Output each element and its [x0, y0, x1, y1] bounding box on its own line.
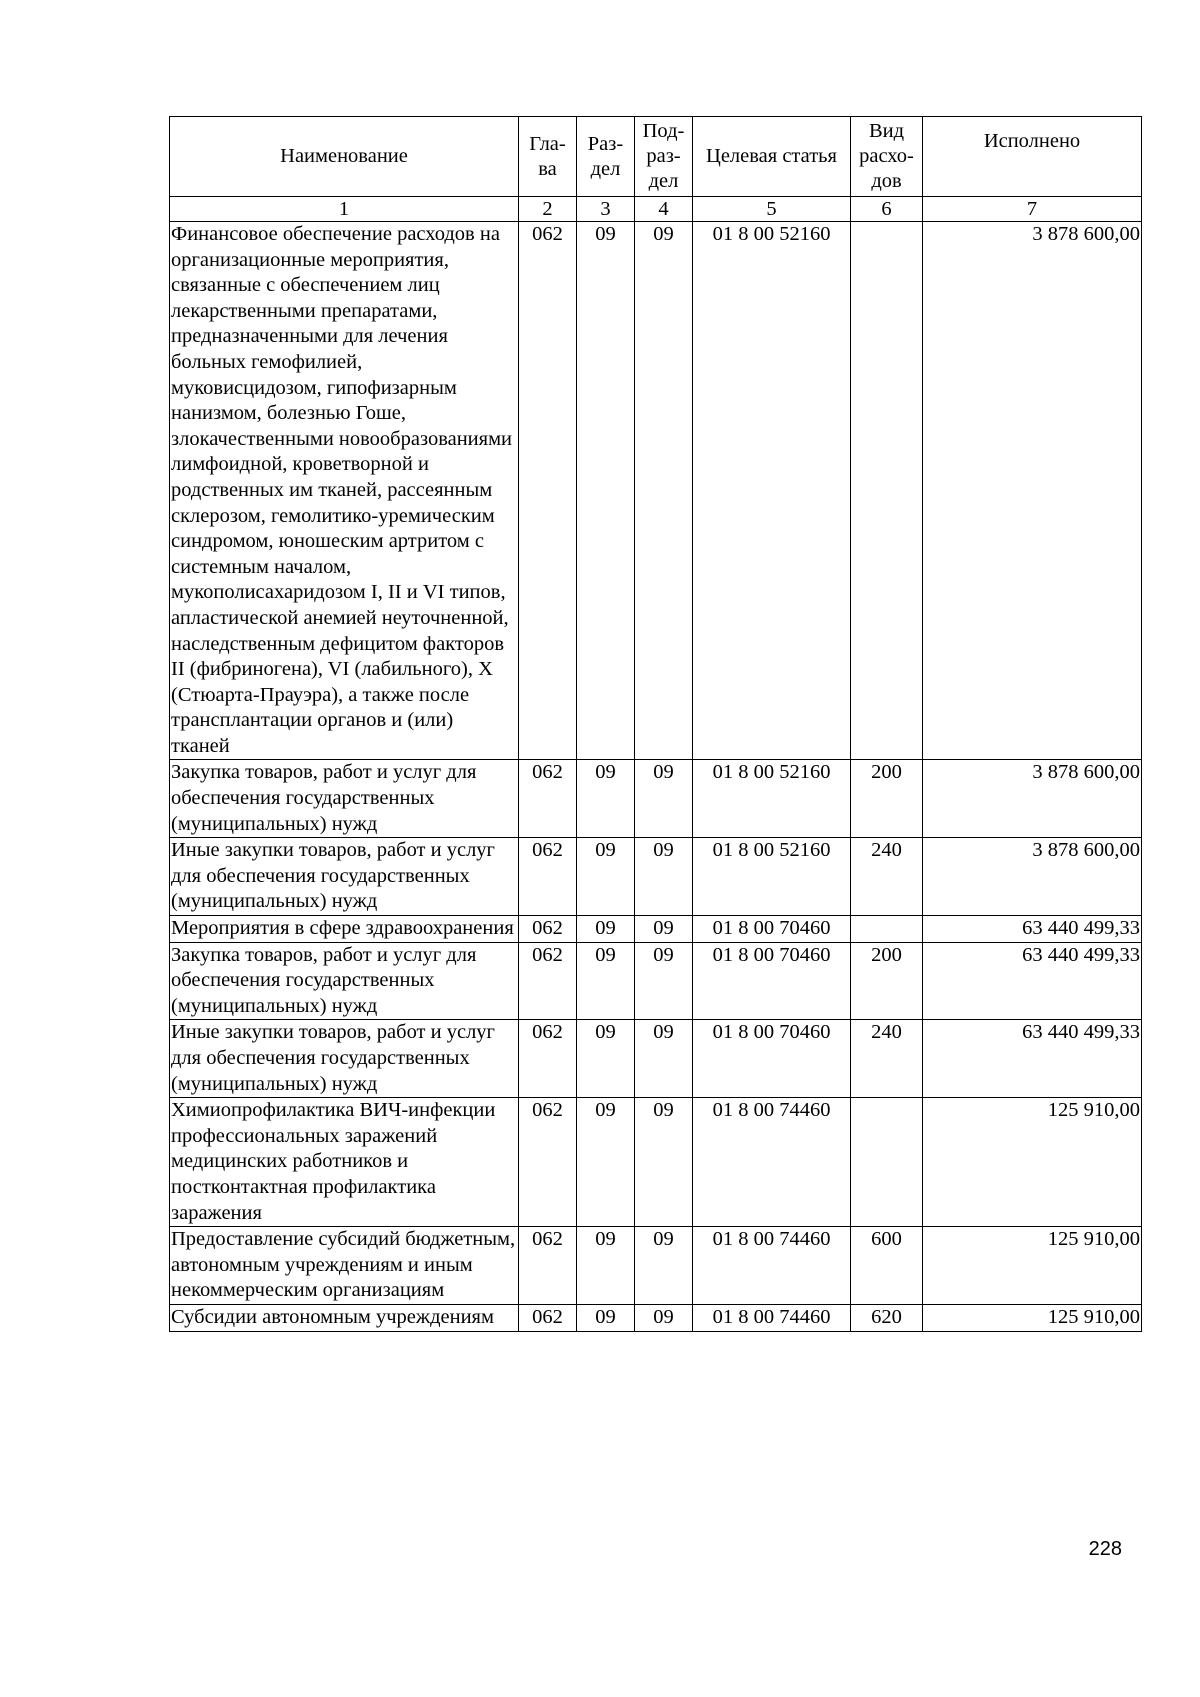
- row-razdel: 09: [577, 760, 635, 838]
- row-razdel: 09: [577, 942, 635, 1020]
- row-podrazdel: 09: [635, 1304, 693, 1331]
- row-name: Мероприятия в сфере здравоохранения: [170, 916, 519, 943]
- row-executed: 125 910,00: [923, 1227, 1142, 1305]
- row-glava: 062: [519, 838, 577, 916]
- header-glava: Гла- ва: [519, 117, 577, 197]
- column-number: 5: [693, 197, 851, 222]
- row-executed: 63 440 499,33: [923, 916, 1142, 943]
- row-vid: 240: [851, 838, 923, 916]
- table-row: [170, 916, 1142, 943]
- row-razdel: 09: [577, 1227, 635, 1305]
- row-vid: 600: [851, 1227, 923, 1305]
- row-glava: 062: [519, 1020, 577, 1098]
- header-vid: Вид расхо- дов: [851, 117, 923, 197]
- row-target: 01 8 00 70460: [693, 942, 851, 1020]
- row-glava: 062: [519, 1227, 577, 1305]
- row-razdel: 09: [577, 1304, 635, 1331]
- row-executed: 63 440 499,33: [923, 1020, 1142, 1098]
- table-row: [170, 838, 1142, 916]
- row-podrazdel: 09: [635, 1020, 693, 1098]
- table-row: [170, 222, 1142, 760]
- row-vid: [851, 222, 923, 760]
- row-executed: 125 910,00: [923, 1304, 1142, 1331]
- row-name: Финансовое обеспечение расходов на организационные мероприятия, связанные с обеспечением лиц лекарственными препаратами, предназначенными для лечения больных гемофилией, муковисцидозом, гипофизарным нанизмом, болезнью Гоше, злокачественными новообразованиями лимфоидной, кроветворной и родственных им тканей, рассеянным склерозом, гемолитико-уремическим синдромом, юношеским артритом с системным началом, мукополисахаридозом I, II и VI типов, апластической анемией неуточненной, наследственным дефицитом факторов II (фибриногена), VI (лабильного), X (Стюарта-Прауэра), а также после трансплантации органов и (или) тканей: [170, 222, 519, 760]
- row-glava: 062: [519, 916, 577, 943]
- header-target: Целевая статья: [693, 117, 851, 197]
- row-podrazdel: 09: [635, 942, 693, 1020]
- row-glava: 062: [519, 760, 577, 838]
- row-glava: 062: [519, 1304, 577, 1331]
- row-vid: 240: [851, 1020, 923, 1098]
- column-number: 2: [519, 197, 577, 222]
- column-number: 3: [577, 197, 635, 222]
- page-number: 228: [1088, 1538, 1122, 1560]
- row-target: 01 8 00 52160: [693, 838, 851, 916]
- row-executed: 3 878 600,00: [923, 760, 1142, 838]
- row-vid: 200: [851, 760, 923, 838]
- row-vid: [851, 916, 923, 943]
- row-executed: 63 440 499,33: [923, 942, 1142, 1020]
- table-row: [170, 760, 1142, 838]
- row-target: 01 8 00 70460: [693, 916, 851, 943]
- row-target: 01 8 00 70460: [693, 1020, 851, 1098]
- row-podrazdel: 09: [635, 838, 693, 916]
- row-vid: 200: [851, 942, 923, 1020]
- row-name: Предоставление субсидий бюджетным, автономным учреждениям и иным некоммерческим организациям: [170, 1227, 519, 1305]
- row-name: Закупка товаров, работ и услуг для обеспечения государственных (муниципальных) нужд: [170, 760, 519, 838]
- row-name: Химиопрофилактика ВИЧ-инфекции профессиональных заражений медицинских работников и постконтактная профилактика заражения: [170, 1098, 519, 1227]
- row-target: 01 8 00 52160: [693, 760, 851, 838]
- row-vid: 620: [851, 1304, 923, 1331]
- header-executed: Исполнено: [923, 117, 1142, 197]
- row-executed: 125 910,00: [923, 1098, 1142, 1227]
- table-row: [170, 942, 1142, 1020]
- column-number: 4: [635, 197, 693, 222]
- row-name: Субсидии автономным учреждениям: [170, 1304, 519, 1331]
- row-name: Закупка товаров, работ и услуг для обеспечения государственных (муниципальных) нужд: [170, 942, 519, 1020]
- header-name: Наименование: [170, 117, 519, 197]
- table-row: [170, 1098, 1142, 1227]
- table-row: [170, 1227, 1142, 1305]
- column-number: 1: [170, 197, 519, 222]
- row-target: 01 8 00 74460: [693, 1304, 851, 1331]
- row-target: 01 8 00 74460: [693, 1227, 851, 1305]
- row-name: Иные закупки товаров, работ и услуг для обеспечения государственных (муниципальных) нужд: [170, 838, 519, 916]
- row-podrazdel: 09: [635, 1227, 693, 1305]
- row-target: 01 8 00 52160: [693, 222, 851, 760]
- budget-execution-table: [169, 116, 1142, 1332]
- row-name: Иные закупки товаров, работ и услуг для обеспечения государственных (муниципальных) нужд: [170, 1020, 519, 1098]
- row-glava: 062: [519, 222, 577, 760]
- row-razdel: 09: [577, 838, 635, 916]
- table-row: [170, 1304, 1142, 1331]
- row-podrazdel: 09: [635, 1098, 693, 1227]
- row-razdel: 09: [577, 1020, 635, 1098]
- row-executed: 3 878 600,00: [923, 838, 1142, 916]
- column-number: 7: [923, 197, 1142, 222]
- column-number-row: [170, 197, 1142, 222]
- row-glava: 062: [519, 1098, 577, 1227]
- row-podrazdel: 09: [635, 916, 693, 943]
- row-razdel: 09: [577, 1098, 635, 1227]
- row-razdel: 09: [577, 916, 635, 943]
- header-podrazdel: Под- раз- дел: [635, 117, 693, 197]
- row-razdel: 09: [577, 222, 635, 760]
- row-podrazdel: 09: [635, 222, 693, 760]
- row-glava: 062: [519, 942, 577, 1020]
- table-row: [170, 1020, 1142, 1098]
- row-vid: [851, 1098, 923, 1227]
- row-executed: 3 878 600,00: [923, 222, 1142, 760]
- header-razdel: Раз- дел: [577, 117, 635, 197]
- column-number: 6: [851, 197, 923, 222]
- header-row: [170, 117, 1142, 197]
- row-target: 01 8 00 74460: [693, 1098, 851, 1227]
- row-podrazdel: 09: [635, 760, 693, 838]
